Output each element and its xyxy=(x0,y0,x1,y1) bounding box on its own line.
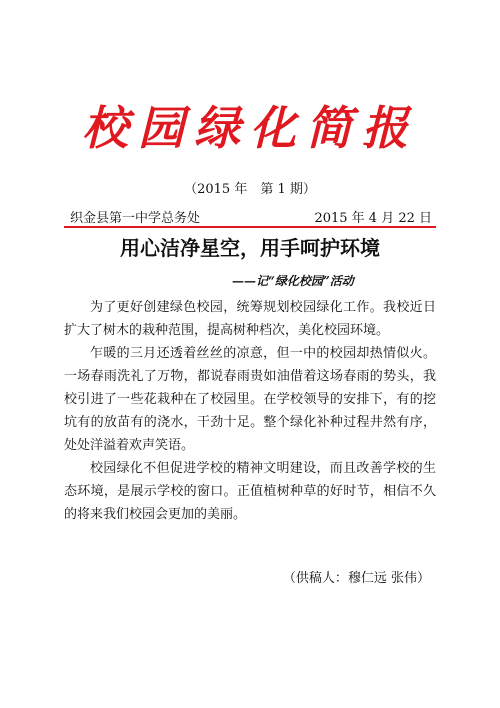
paragraph: 乍暖的三月还透着丝丝的凉意，但一中的校园却热情似火。一场春雨洗礼了万物，都说春雨贵如油借着这场春雨的势头，我校引进了一些花栽种在了校园里。在学校领导的安排下，有的挖坑有的放苗有的浇水，干劲十足。整个绿化补种过程井然有序，处处洋溢着欢声笑语。 xyxy=(64,346,436,453)
publish-date: 2015 年 4 月 22 日 xyxy=(314,211,432,226)
meta-row xyxy=(64,207,436,225)
issue-number: （2015 年 第 1 期） xyxy=(184,182,316,197)
red-divider xyxy=(64,226,436,228)
article-headline: 用心洁净星空，用手呵护环境 xyxy=(120,236,380,260)
paragraph: 为了更好创建绿色校园，统筹规划校园绿化工作。我校近日扩大了树木的栽种范围，提高树种档次，美化校园环境。 xyxy=(64,300,436,338)
article-body xyxy=(64,296,436,526)
masthead-title: 校园绿化简报 xyxy=(82,101,418,155)
article-subtitle: ——记“绿化校园”活动 xyxy=(232,274,354,288)
paragraph: 校园绿化不但促进学校的精神文明建设，而且改善学校的生态环境，是展示学校的窗口。正值植树种草的好时节，相信不久的将来我们校园会更加的美丽。 xyxy=(64,461,436,522)
byline: （供稿人：穆仁远 张伟） xyxy=(282,571,430,586)
department: 织金县第一中学总务处 xyxy=(70,211,201,226)
